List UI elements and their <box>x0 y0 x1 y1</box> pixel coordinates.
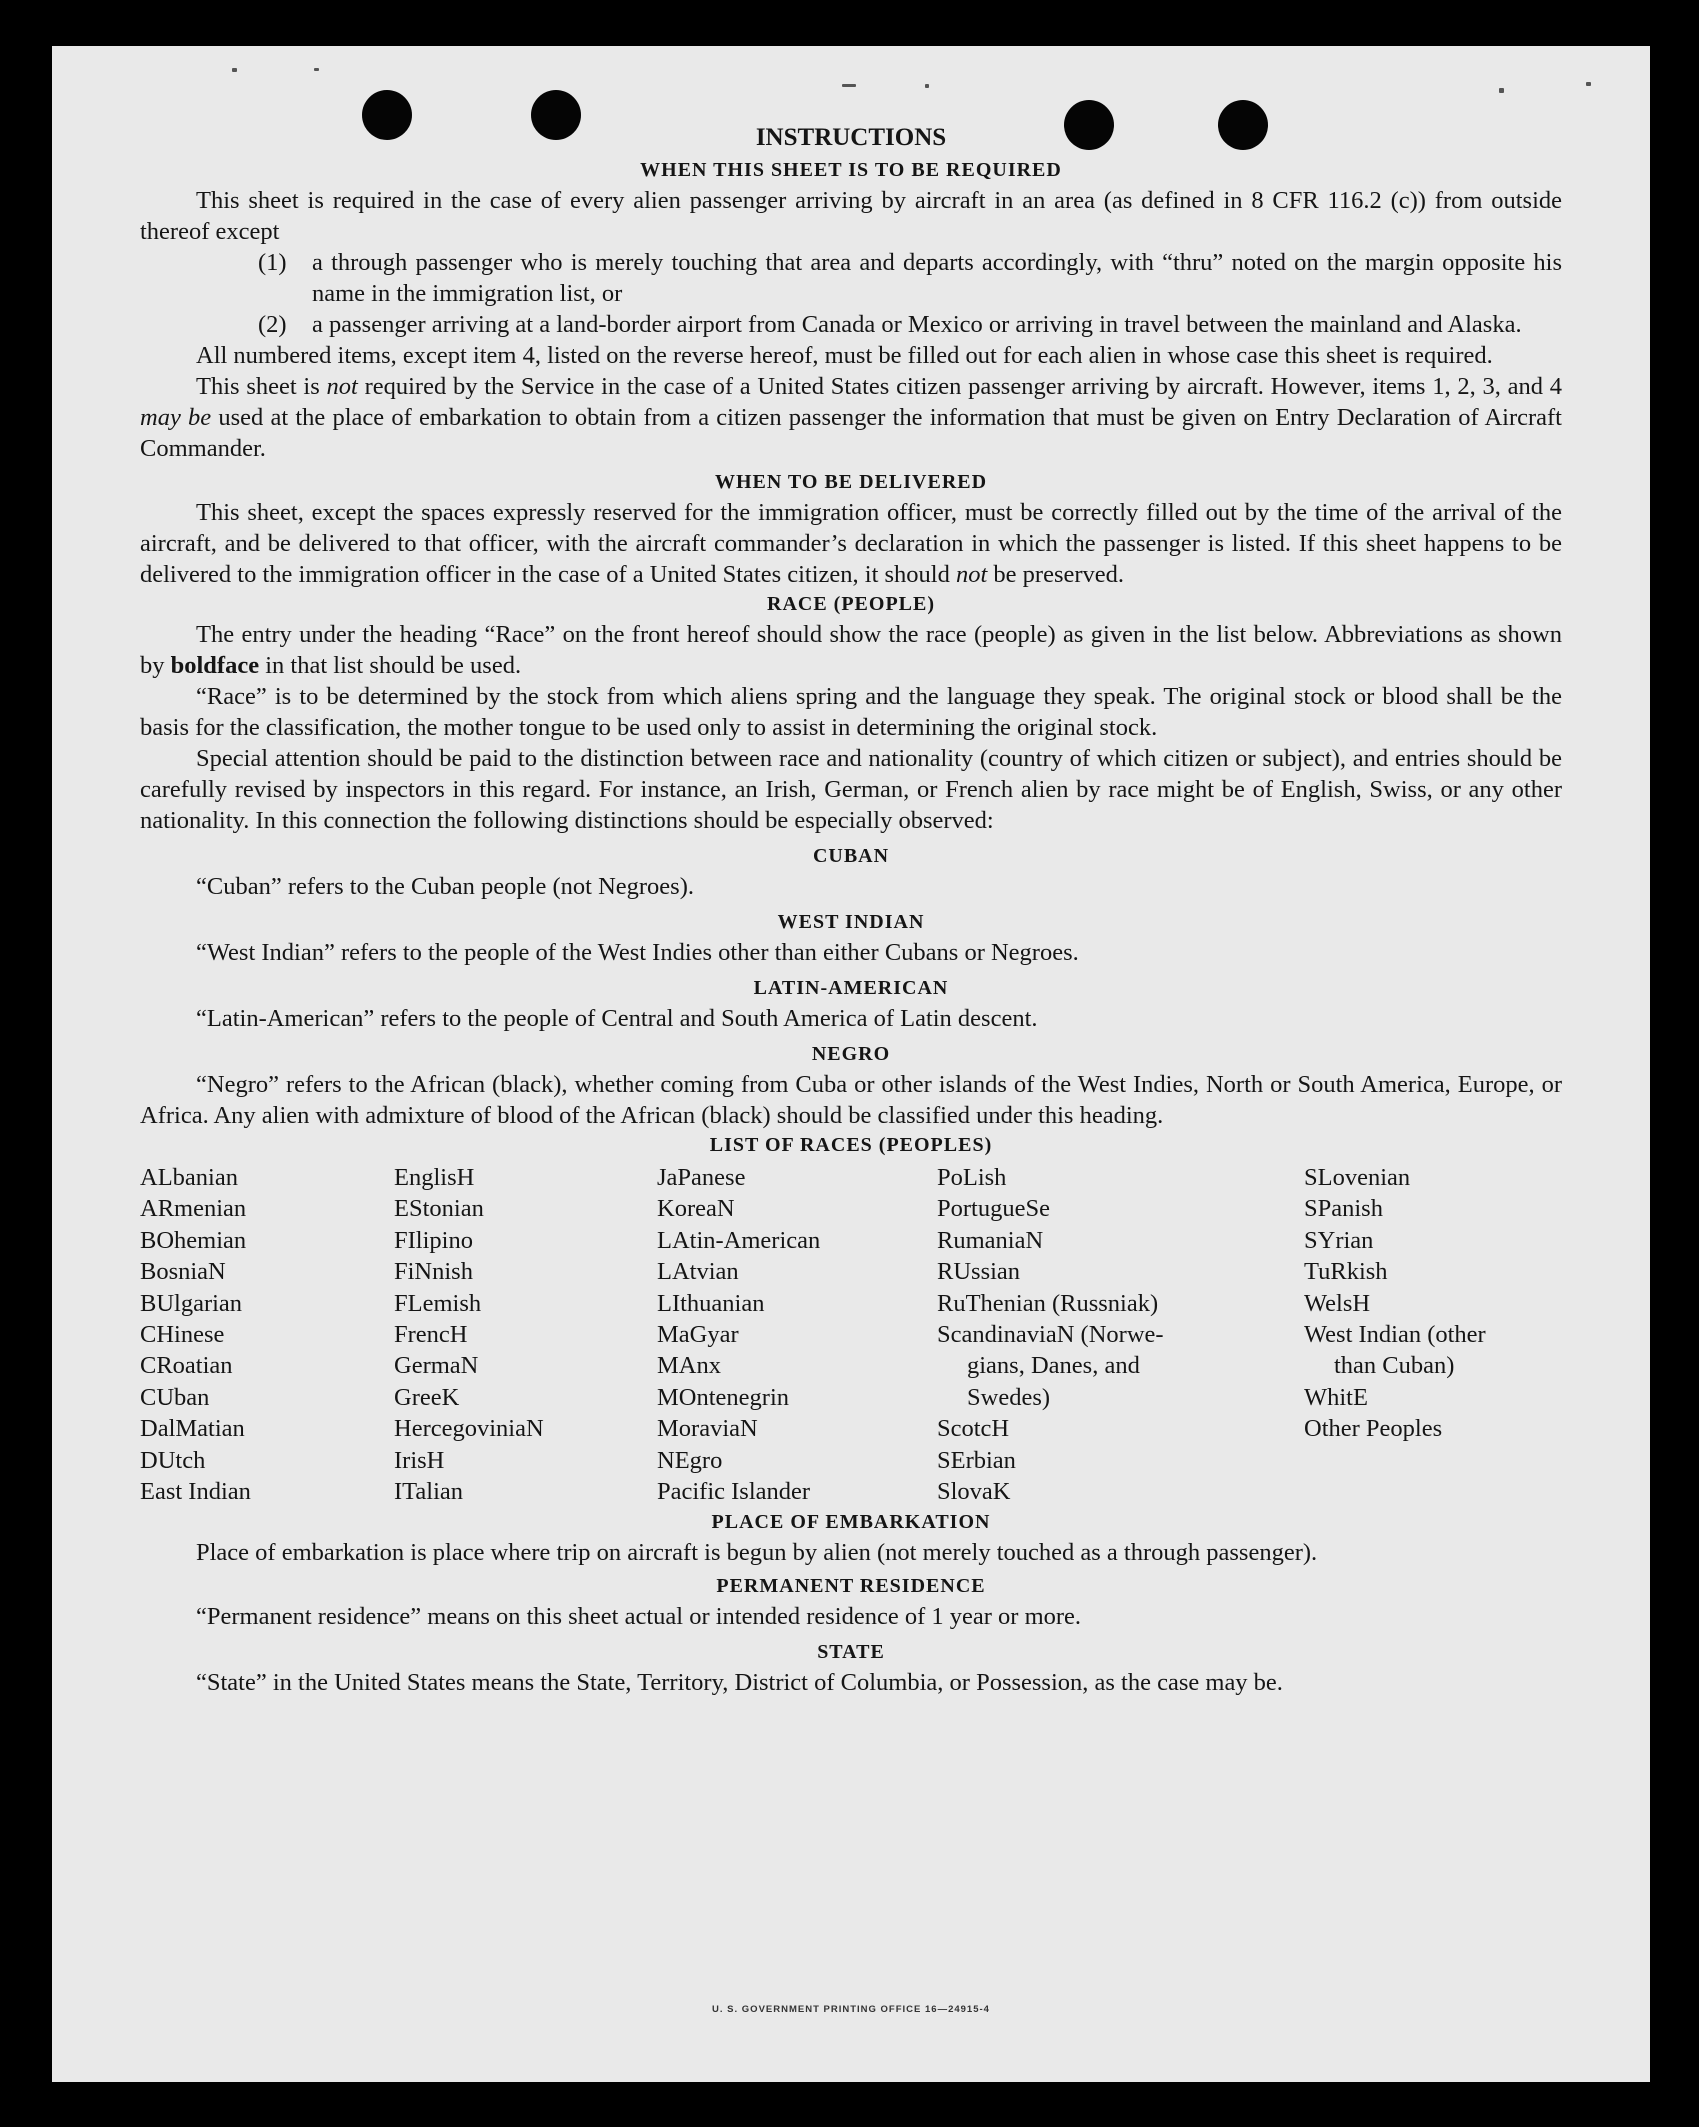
section-heading-west-indian: WEST INDIAN <box>777 911 925 933</box>
race-entry: Swedes) <box>967 1383 1051 1411</box>
race-entry: RuThenian (Russniak) <box>937 1289 1159 1317</box>
race-entry: EnglisH <box>394 1164 475 1191</box>
race-entry: than Cuban) <box>1334 1352 1455 1380</box>
paper-speck <box>1586 82 1591 86</box>
race-column-2 <box>394 1162 544 1507</box>
cuban-text: “Cuban” refers to the Cuban people (not Negroes). <box>196 873 694 900</box>
race-entry: ARmenian <box>140 1195 247 1223</box>
item-text: a passenger arriving at a land-border airport from Canada or Mexico or arriving in travel between the mainland and Alaska. <box>312 311 1522 338</box>
section-heading-state: STATE <box>817 1641 885 1663</box>
paper-speck <box>314 68 319 71</box>
race-entry: GermaN <box>394 1352 479 1380</box>
delivered-paragraph: This sheet, except the spaces expressly reserved for the immigration officer, must be correctly filled out by the time of the arrival of the aircraft, and be delivered to that officer, with the aircraft commander’s declaration in which the passenger is listed. If this sheet happens to be delivered to the immigration officer in the case of a United States citizen, it should not be preserved. <box>140 499 1562 588</box>
race-entry: GreeK <box>394 1383 460 1411</box>
race-entry: FiNnish <box>394 1258 473 1286</box>
race-entry: ITalian <box>394 1478 464 1506</box>
paper-speck <box>842 84 856 87</box>
residence-text: “Permanent residence” means on this sheet actual or intended residence of 1 year or more. <box>196 1603 1082 1630</box>
section-heading-negro: NEGRO <box>811 1043 891 1065</box>
race-entry: ALbanian <box>140 1164 238 1191</box>
race-entry: FLemish <box>394 1289 482 1317</box>
race-entry: LAtin-American <box>657 1226 821 1254</box>
section-heading-delivered: WHEN TO BE DELIVERED <box>714 471 988 493</box>
embarkation-text: Place of embarkation is place where trip on aircraft is begun by alien (not merely touched as a through passenger). <box>196 1539 1318 1566</box>
race-entry: DalMatian <box>140 1415 245 1443</box>
race-entry: SYrian <box>1304 1226 1374 1254</box>
state-text: “State” in the United States means the State, Territory, District of Columbia, or Possession, as the case may be. <box>196 1669 1283 1696</box>
race-entry: WelsH <box>1304 1289 1371 1317</box>
item-number: (1) <box>258 249 287 276</box>
required-intro: This sheet is required in the case of every alien passenger arriving by aircraft in an area (as defined in 8 CFR 116.2 (c)) from outside thereof except <box>140 187 1562 245</box>
section-heading-embarkation: PLACE OF EMBARKATION <box>711 1511 991 1533</box>
race-paragraph-3: Special attention should be paid to the distinction between race and nationality (country of which citizen or subject), and entries should be carefully revised by inspectors in this regard. For instance, an Irish, German, or French alien by race might be of English, Swiss, or any other nationality. In this connection the following distinctions should be especially observed: <box>140 745 1562 834</box>
race-column-1 <box>140 1162 251 1507</box>
latin-american-text: “Latin-American” refers to the people of Central and South America of Latin descent. <box>196 1005 1038 1032</box>
race-list <box>140 1162 1562 1508</box>
race-entry: MaGyar <box>657 1321 739 1349</box>
required-paragraph-citizen: This sheet is not required by the Service in the case of a United States citizen passenger arriving by aircraft. However, items 1, 2, 3, and 4 may be used at the place of embarkation to obtain from a citizen passenger the information that must be given on Entry Declaration of Aircraft Commander. <box>140 373 1562 462</box>
race-entry: WhitE <box>1304 1383 1368 1411</box>
race-entry: CUban <box>140 1383 210 1411</box>
exception-item-2 <box>140 309 1562 340</box>
race-entry: Pacific Islander <box>657 1478 811 1506</box>
race-entry: PoLish <box>937 1164 1007 1191</box>
race-entry: FIlipino <box>394 1226 473 1254</box>
race-paragraph-2: “Race” is to be determined by the stock from which aliens spring and the language they speak. The original stock or blood shall be the basis for the classification, the mother tongue to be used only to assist in determining the original stock. <box>140 683 1562 741</box>
race-entry: MoraviaN <box>657 1415 758 1443</box>
race-entry: MAnx <box>657 1352 721 1380</box>
paper-speck <box>925 84 929 88</box>
race-entry: East Indian <box>140 1478 251 1506</box>
race-entry: PortugueSe <box>937 1195 1050 1223</box>
race-entry: SPanish <box>1304 1195 1383 1223</box>
race-entry: ScotcH <box>937 1415 1010 1443</box>
required-paragraph: All numbered items, except item 4, listed on the reverse hereof, must be filled out for each alien in whose case this sheet is required. <box>196 342 1493 369</box>
race-column-4 <box>937 1162 1164 1507</box>
paper-speck <box>1499 88 1504 93</box>
race-entry: MOntenegrin <box>657 1383 789 1411</box>
race-entry: RUssian <box>937 1258 1021 1286</box>
race-paragraph-1: The entry under the heading “Race” on the front hereof should show the race (people) as given in the list below. Abbreviations as shown by boldface in that list should be used. <box>140 621 1562 679</box>
section-heading-list-of-races: LIST OF RACES (PEOPLES) <box>709 1134 993 1156</box>
section-heading-residence: PERMANENT RESIDENCE <box>716 1575 986 1597</box>
section-heading-race: RACE (PEOPLE) <box>767 593 935 615</box>
document-sheet <box>52 46 1650 2082</box>
race-entry: TuRkish <box>1304 1258 1388 1286</box>
instructions-content <box>140 120 1562 1698</box>
race-entry: CRoatian <box>140 1352 233 1380</box>
negro-text: “Negro” refers to the African (black), whether coming from Cuba or other islands of the West Indies, North or South America, Europe, or Africa. Any alien with admixture of blood of the African (black) should be classified under this heading. <box>140 1071 1562 1129</box>
race-entry: BUlgarian <box>140 1289 243 1317</box>
race-entry: IrisH <box>394 1446 445 1474</box>
race-entry: SlovaK <box>937 1478 1011 1506</box>
section-heading-cuban: CUBAN <box>812 845 890 867</box>
west-indian-text: “West Indian” refers to the people of the West Indies other than either Cubans or Negroes. <box>196 939 1079 966</box>
race-entry: LAtvian <box>657 1258 739 1286</box>
race-entry: RumaniaN <box>937 1226 1044 1254</box>
item-number: (2) <box>258 311 287 338</box>
race-entry: CHinese <box>140 1321 225 1349</box>
race-entry: LIthuanian <box>657 1289 765 1317</box>
race-entry: NEgro <box>657 1446 723 1474</box>
race-entry: DUtch <box>140 1446 206 1474</box>
race-entry: HercegoviniaN <box>394 1415 544 1443</box>
race-column-3 <box>657 1162 820 1507</box>
race-entry: West Indian (other <box>1304 1321 1486 1349</box>
page-title: INSTRUCTIONS <box>755 124 947 151</box>
race-entry: BosniaN <box>140 1258 226 1286</box>
race-entry: EStonian <box>394 1195 484 1223</box>
race-column-5 <box>1304 1162 1486 1445</box>
race-entry: ScandinaviaN (Norwe- <box>937 1321 1164 1349</box>
section-heading-latin-american: LATIN-AMERICAN <box>753 977 949 999</box>
race-entry: FrencH <box>394 1321 468 1349</box>
race-entry: KoreaN <box>657 1195 735 1223</box>
section-heading-required: WHEN THIS SHEET IS TO BE REQUIRED <box>640 159 1062 181</box>
item-text: a through passenger who is merely touching that area and departs accordingly, with “thru” noted on the margin opposite his name in the immigration list, or <box>312 249 1562 307</box>
paper-speck <box>232 68 237 72</box>
race-entry: Other Peoples <box>1304 1415 1443 1443</box>
race-entry: SLovenian <box>1304 1164 1411 1191</box>
race-entry: BOhemian <box>140 1226 247 1254</box>
exception-item-1 <box>140 247 1562 309</box>
race-entry: SErbian <box>937 1446 1016 1474</box>
printer-imprint: U. S. GOVERNMENT PRINTING OFFICE 16—24915-4 <box>712 2004 990 2015</box>
race-entry: JaPanese <box>657 1164 746 1191</box>
race-entry: gians, Danes, and <box>967 1352 1140 1380</box>
